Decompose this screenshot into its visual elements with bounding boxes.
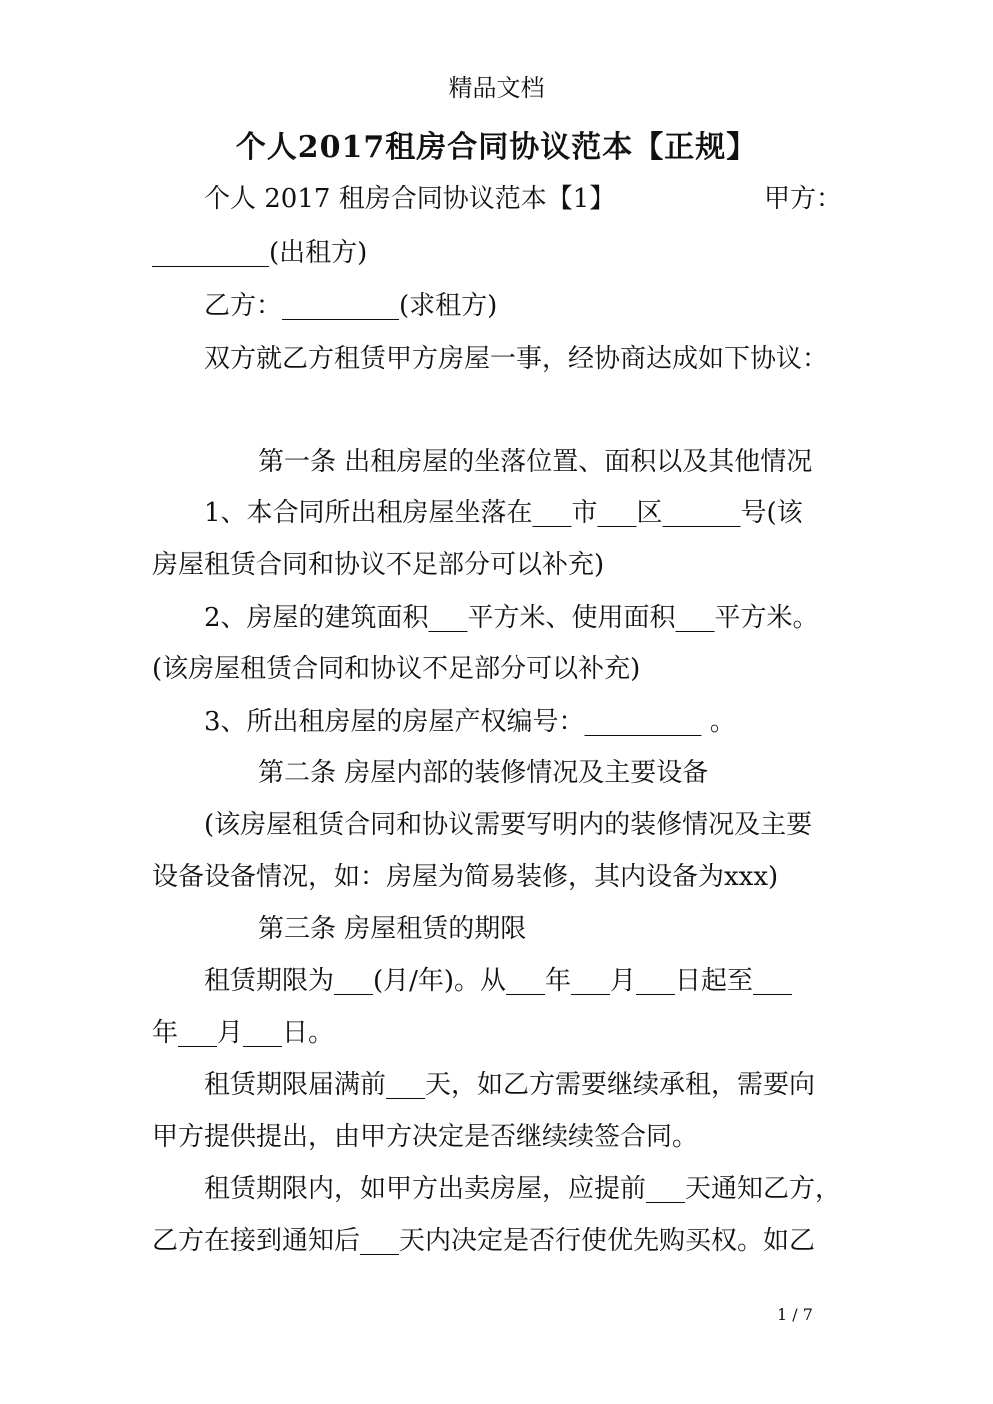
renewal-line: 租赁期限届满前___天，如乙方需要继续承租，需要向 xyxy=(204,1070,816,1100)
article-1-item-3: 3、所出租房屋的房屋产权编号：_________ 。 xyxy=(204,707,736,737)
article-1-item-1-cont: 房屋租赁合同和协议不足部分可以补充) xyxy=(152,550,605,580)
party-a-blank: _________(出租方) xyxy=(152,238,368,268)
article-1-item-2-cont: (该房屋租赁合同和协议不足部分可以补充) xyxy=(152,654,641,684)
page-header: 精品文档 xyxy=(448,74,545,102)
article-1-heading: 第一条 出租房屋的坐落位置、面积以及其他情况 xyxy=(258,447,813,477)
article-2-note: (该房屋租赁合同和协议需要写明内的装修情况及主要 xyxy=(204,810,813,840)
renewal-line-cont: 甲方提供提出，由甲方决定是否继续续签合同。 xyxy=(152,1122,699,1152)
lease-term-line-cont: 年___月___日。 xyxy=(152,1018,335,1048)
party-a-label: 甲方： xyxy=(764,184,843,214)
lease-term-line: 租赁期限为___(月/年)。从___年___月___日起至___ xyxy=(204,966,793,996)
agreement-intro: 双方就乙方租赁甲方房屋一事，经协商达成如下协议： xyxy=(204,344,829,374)
article-2-heading: 第二条 房屋内部的装修情况及主要设备 xyxy=(258,758,709,788)
article-1-item-2: 2、房屋的建筑面积___平方米、使用面积___平方米。 xyxy=(204,603,819,633)
sale-notice-line: 租赁期限内，如甲方出卖房屋，应提前___天通知乙方， xyxy=(204,1174,842,1204)
article-2-note-cont: 设备设备情况，如：房屋为简易装修，其内设备为xxx) xyxy=(152,862,779,892)
document-title: 个人2017租房合同协议范本【正规】 xyxy=(235,130,758,165)
article-1-item-1: 1、本合同所出租房屋坐落在___市___区______号(该 xyxy=(204,498,803,528)
page-number: 1 / 7 xyxy=(777,1305,813,1324)
party-b-line: 乙方：_________(求租方) xyxy=(204,291,498,321)
article-3-heading: 第三条 房屋租赁的期限 xyxy=(258,914,527,944)
subtitle-line: 个人 2017 租房合同协议范本【1】 xyxy=(204,184,616,214)
sale-notice-line-cont: 乙方在接到通知后___天内决定是否行使优先购买权。如乙 xyxy=(152,1226,816,1256)
